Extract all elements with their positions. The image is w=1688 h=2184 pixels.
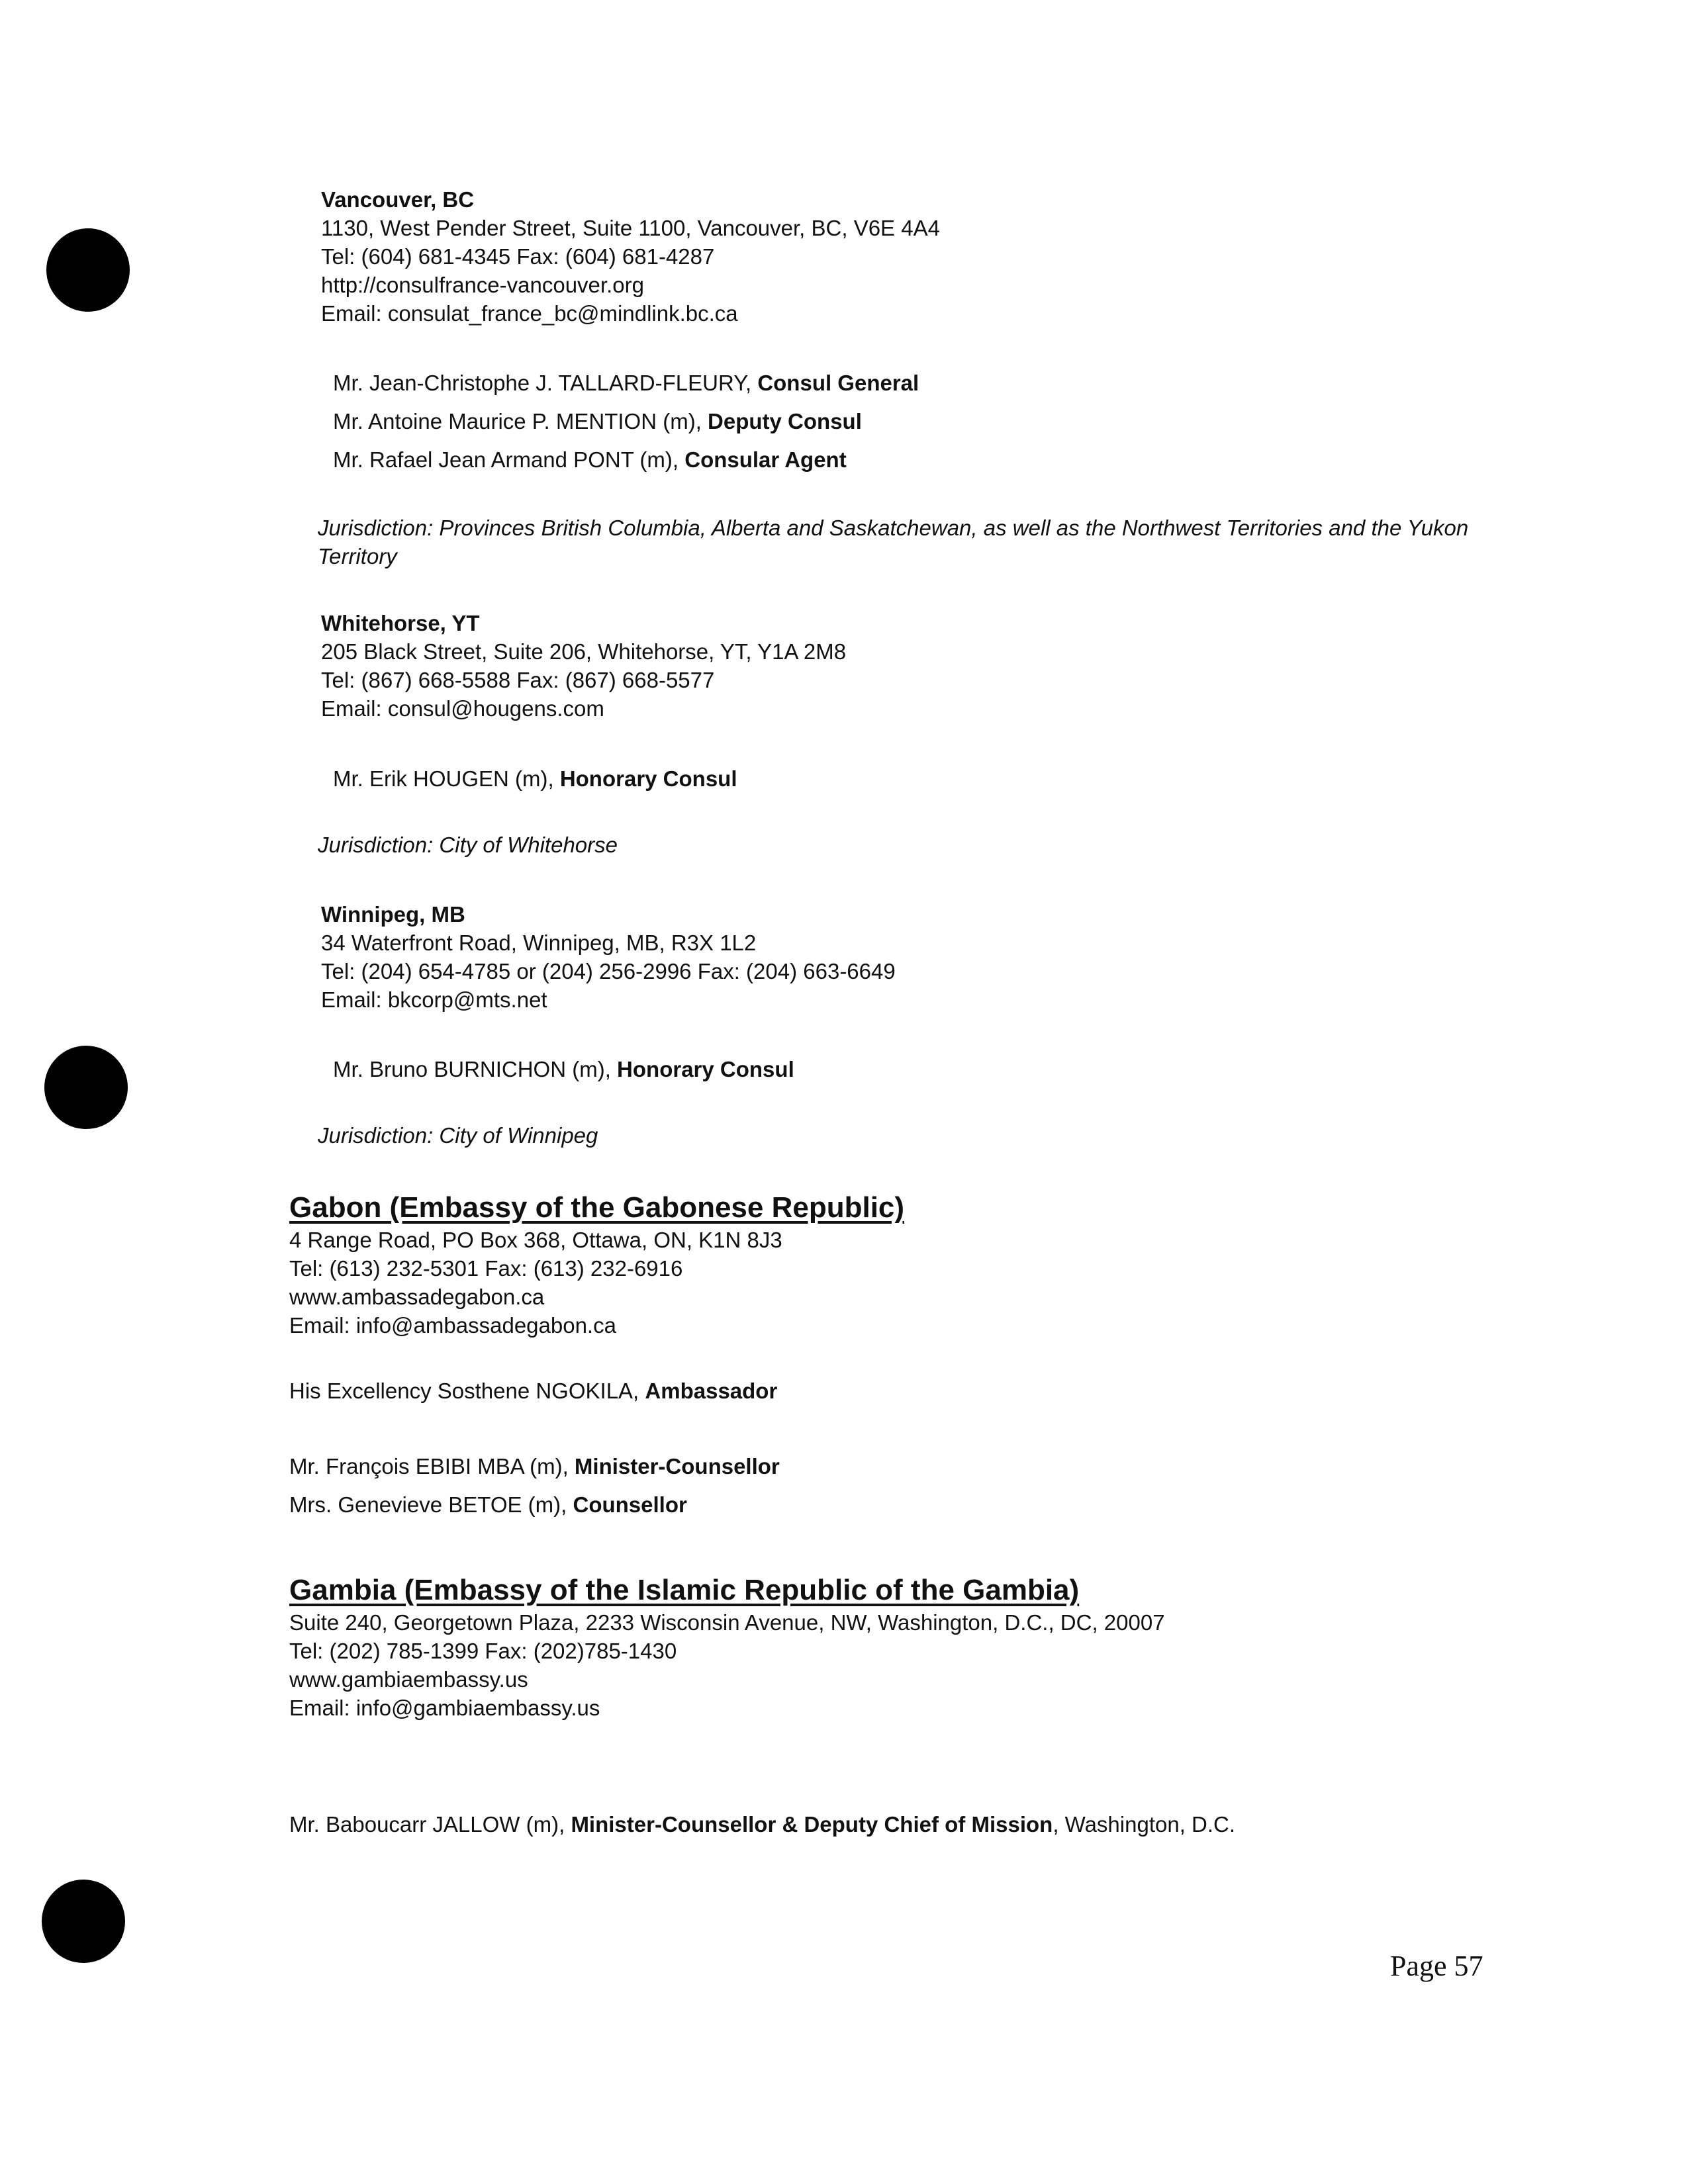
whitehorse-street: 205 Black Street, Suite 206, Whitehorse, YT, Y1A 2M8 bbox=[321, 639, 847, 664]
gambia-email[interactable]: Email: info@gambiaembassy.us bbox=[289, 1696, 600, 1720]
person-name: Mr. François EBIBI MBA (m), bbox=[289, 1454, 575, 1479]
page-number: Page 57 bbox=[1390, 1950, 1483, 1982]
gambia-person-1 bbox=[289, 1812, 1235, 1837]
vancouver-phone: Tel: (604) 681-4345 Fax: (604) 681-4287 bbox=[321, 244, 715, 269]
gabon-person-3 bbox=[289, 1492, 687, 1518]
winnipeg-street: 34 Waterfront Road, Winnipeg, MB, R3X 1L2 bbox=[321, 931, 757, 955]
vancouver-title: Vancouver, BC bbox=[321, 187, 475, 212]
vancouver-person-3 bbox=[333, 447, 847, 473]
vancouver-jurisdiction: Jurisdiction: Provinces British Columbia, Alberta and Saskatchewan, as well as the Northwest Territories and the Yukon Territory bbox=[318, 516, 1469, 569]
whitehorse-title: Whitehorse, YT bbox=[321, 611, 480, 635]
gambia-phone: Tel: (202) 785-1399 Fax: (202)785-1430 bbox=[289, 1639, 677, 1663]
whitehorse-address-block bbox=[321, 609, 1579, 723]
person-role: Consular Agent bbox=[684, 447, 847, 472]
winnipeg-phone: Tel: (204) 654-4785 or (204) 256-2996 Fax: (204) 663-6649 bbox=[321, 959, 896, 983]
person-name: Mr. Erik HOUGEN (m), bbox=[333, 766, 560, 791]
vancouver-street: 1130, West Pender Street, Suite 1100, Vancouver, BC, V6E 4A4 bbox=[321, 216, 940, 240]
person-role: Deputy Consul bbox=[708, 409, 862, 433]
gambia-heading: Gambia (Embassy of the Islamic Republic of the Gambia) bbox=[289, 1574, 1080, 1606]
person-name: Mr. Rafael Jean Armand PONT (m), bbox=[333, 447, 685, 472]
vancouver-person-2 bbox=[333, 409, 862, 434]
gambia-address-block bbox=[289, 1608, 1547, 1722]
gabon-phone: Tel: (613) 232-5301 Fax: (613) 232-6916 bbox=[289, 1256, 683, 1281]
person-role: Consul General bbox=[757, 371, 919, 395]
gabon-street: 4 Range Road, PO Box 368, Ottawa, ON, K1N 8J3 bbox=[289, 1228, 782, 1252]
winnipeg-email[interactable]: Email: bkcorp@mts.net bbox=[321, 987, 547, 1012]
person-location: , Washington, D.C. bbox=[1053, 1812, 1236, 1837]
gabon-website[interactable]: www.ambassadegabon.ca bbox=[289, 1285, 545, 1309]
gabon-person-2 bbox=[289, 1454, 780, 1479]
person-role: Counsellor bbox=[573, 1492, 687, 1517]
person-role: Minister-Counsellor bbox=[574, 1454, 780, 1479]
whitehorse-jurisdiction: Jurisdiction: City of Whitehorse bbox=[318, 833, 618, 857]
vancouver-person-1 bbox=[333, 371, 919, 396]
gambia-street: Suite 240, Georgetown Plaza, 2233 Wisconsin Avenue, NW, Washington, D.C., DC, 20007 bbox=[289, 1610, 1165, 1635]
person-role: Minister-Counsellor & Deputy Chief of Mission bbox=[571, 1812, 1053, 1837]
person-role: Honorary Consul bbox=[617, 1057, 794, 1081]
person-name: Mrs. Genevieve BETOE (m), bbox=[289, 1492, 573, 1517]
gambia-website[interactable]: www.gambiaembassy.us bbox=[289, 1667, 528, 1692]
person-name: Mr. Antoine Maurice P. MENTION (m), bbox=[333, 409, 708, 433]
gabon-email[interactable]: Email: info@ambassadegabon.ca bbox=[289, 1313, 616, 1338]
gabon-address-block bbox=[289, 1226, 1547, 1340]
person-role: Ambassador bbox=[645, 1379, 778, 1403]
vancouver-address-block bbox=[321, 185, 1579, 328]
whitehorse-email[interactable]: Email: consul@hougens.com bbox=[321, 696, 604, 721]
winnipeg-title: Winnipeg, MB bbox=[321, 902, 465, 927]
gabon-heading: Gabon (Embassy of the Gabonese Republic) bbox=[289, 1191, 905, 1224]
person-name: His Excellency Sosthene NGOKILA, bbox=[289, 1379, 645, 1403]
person-name: Mr. Jean-Christophe J. TALLARD-FLEURY, bbox=[333, 371, 758, 395]
person-name: Mr. Bruno BURNICHON (m), bbox=[333, 1057, 618, 1081]
vancouver-website[interactable]: http://consulfrance-vancouver.org bbox=[321, 273, 644, 297]
winnipeg-jurisdiction: Jurisdiction: City of Winnipeg bbox=[318, 1123, 598, 1148]
binder-hole-middle bbox=[44, 1046, 128, 1129]
vancouver-email[interactable]: Email: consulat_france_bc@mindlink.bc.ca bbox=[321, 301, 738, 326]
winnipeg-person-1 bbox=[333, 1057, 794, 1082]
winnipeg-address-block bbox=[321, 900, 1579, 1014]
whitehorse-phone: Tel: (867) 668-5588 Fax: (867) 668-5577 bbox=[321, 668, 715, 692]
person-name: Mr. Baboucarr JALLOW (m), bbox=[289, 1812, 571, 1837]
gabon-person-1 bbox=[289, 1379, 777, 1404]
binder-hole-top bbox=[46, 228, 130, 312]
binder-hole-bottom bbox=[42, 1880, 125, 1963]
person-role: Honorary Consul bbox=[559, 766, 737, 791]
whitehorse-person-1 bbox=[333, 766, 737, 792]
